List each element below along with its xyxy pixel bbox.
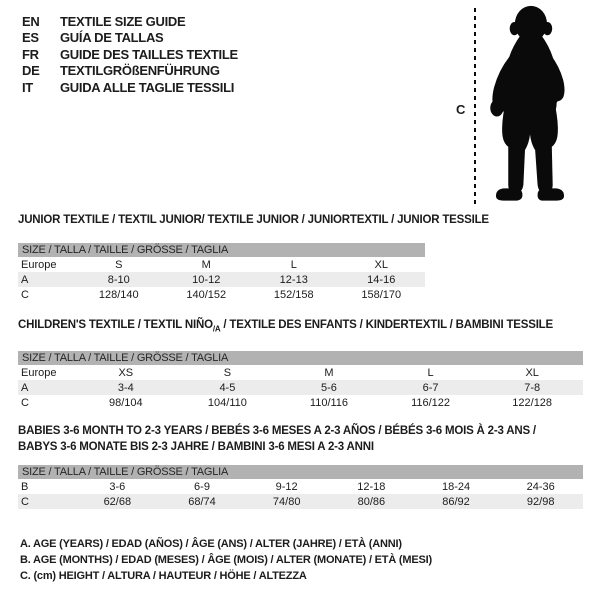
table-row <box>18 494 583 509</box>
height-cell: 116/122 <box>411 396 451 409</box>
height-cell: 122/128 <box>512 396 553 409</box>
row-label: A <box>21 381 29 394</box>
age-cell: 10-12 <box>192 273 221 286</box>
legend-footnotes <box>20 536 432 584</box>
guide-title-es: GUÍA DE TALLAS <box>60 30 164 46</box>
toddler-silhouette-icon <box>482 4 578 212</box>
age-cell: 4-5 <box>219 381 236 394</box>
height-cell: 158/170 <box>361 288 402 301</box>
size-cell: L <box>290 258 297 271</box>
size-cell: XS <box>118 366 134 379</box>
table-row <box>18 287 425 302</box>
age-cell: 18-24 <box>441 480 471 493</box>
age-cell: 6-7 <box>422 381 439 394</box>
row-label: B <box>21 480 29 493</box>
guide-title-fr: GUIDE DES TAILLES TEXTILE <box>60 46 238 62</box>
size-cell: S <box>115 258 123 271</box>
babies-title-line1: BABIES 3-6 MONTH TO 2-3 YEARS / BEBÉS 3-6 MESES A 2-3 AÑOS / BÉBÉS 3-6 MOIS À 2-3 ANS / <box>18 425 536 437</box>
size-cell: M <box>324 366 334 379</box>
row-label: C <box>21 288 29 301</box>
language-header <box>22 13 238 96</box>
language-code: EN <box>22 13 40 29</box>
footnote-age-months: B. AGE (MONTHS) / EDAD (MESES) / ÂGE (MOIS) / ALTER (MONATE) / ETÀ (MESI) <box>20 554 432 566</box>
row-label: C <box>21 495 29 508</box>
language-row-es <box>22 30 238 47</box>
age-cell: 9-12 <box>275 480 298 493</box>
height-cell: 152/158 <box>273 288 314 301</box>
language-code: IT <box>22 79 33 95</box>
footnote-height: C. (cm) HEIGHT / ALTURA / HAUTEUR / HÖHE / ALTEZZA <box>20 570 307 582</box>
children-textile-table <box>18 318 583 410</box>
junior-textile-table <box>18 213 489 302</box>
table-row <box>18 479 583 494</box>
size-header-band: SIZE / TALLA / TAILLE / GRÖSSE / TAGLIA <box>18 351 583 365</box>
height-cell: 110/116 <box>309 396 349 409</box>
height-cell: 92/98 <box>526 495 555 508</box>
height-cell: 140/152 <box>186 288 227 301</box>
height-cell: 86/92 <box>442 495 470 508</box>
height-cell: 80/86 <box>357 495 386 508</box>
size-cell: S <box>223 366 232 379</box>
babies-textile-table <box>18 423 583 509</box>
babies-table-title <box>18 423 583 455</box>
height-measure-figure <box>450 2 590 214</box>
children-title-sub: /A <box>212 324 221 334</box>
age-cell: 5-6 <box>321 381 337 394</box>
table-row <box>18 257 425 272</box>
age-cell: 3-6 <box>109 480 126 493</box>
table-row <box>18 395 583 410</box>
height-cell: 98/104 <box>108 396 143 409</box>
age-cell: 14-16 <box>367 273 396 286</box>
size-cell: XL <box>525 366 539 379</box>
size-header-band: SIZE / TALLA / TAILLE / GRÖSSE / TAGLIA <box>18 243 425 257</box>
junior-table-title: JUNIOR TEXTILE / TEXTIL JUNIOR/ TEXTILE JUNIOR / JUNIORTEXTIL / JUNIOR TESSILE <box>18 214 489 226</box>
language-code: ES <box>22 30 39 46</box>
height-cell: 128/140 <box>98 288 139 301</box>
language-code: FR <box>22 46 39 62</box>
table-row <box>18 380 583 395</box>
guide-title-en: TEXTILE SIZE GUIDE <box>60 13 186 29</box>
age-cell: 6-9 <box>194 480 210 493</box>
language-row-fr <box>22 46 238 63</box>
height-cell: 74/80 <box>272 495 301 508</box>
babies-title-line2: BABYS 3-6 MONATE BIS 2-3 JAHRE / BAMBINI 3-6 MESI A 2-3 ANNI <box>18 441 374 453</box>
table-row <box>18 365 583 380</box>
height-cell: 68/74 <box>188 495 216 508</box>
guide-title-de: TEXTILGRÖßENFÜHRUNG <box>60 63 220 79</box>
height-dashed-line <box>474 8 476 208</box>
children-title-pre: CHILDREN'S TEXTILE / TEXTIL NIÑO <box>18 319 213 331</box>
height-cell: 62/68 <box>103 495 132 508</box>
size-header-band: SIZE / TALLA / TAILLE / GRÖSSE / TAGLIA <box>18 465 583 479</box>
age-cell: 7-8 <box>524 381 541 394</box>
row-label: Europe <box>21 366 57 379</box>
height-cell: 104/110 <box>207 396 247 409</box>
language-row-de <box>22 63 238 80</box>
table-row <box>18 272 425 287</box>
guide-title-it: GUIDA ALLE TAGLIE TESSILI <box>60 79 235 95</box>
size-cell: M <box>201 258 211 271</box>
row-label: C <box>21 396 29 409</box>
age-cell: 24-36 <box>526 480 555 493</box>
children-title-post: / TEXTILE DES ENFANTS / KINDERTEXTIL / BAMBINI TESSILE <box>220 319 553 331</box>
row-label: A <box>21 273 29 286</box>
age-cell: 12-18 <box>357 480 386 493</box>
age-cell: 3-4 <box>117 381 134 394</box>
language-row-en <box>22 13 238 30</box>
footnote-age-years: A. AGE (YEARS) / EDAD (AÑOS) / ÂGE (ANS) / ALTER (JAHRE) / ETÀ (ANNI) <box>20 538 402 550</box>
language-row-it <box>22 79 238 96</box>
height-measure-label: C <box>456 102 466 117</box>
size-cell: XL <box>374 258 388 271</box>
age-cell: 12-13 <box>279 273 308 286</box>
size-cell: L <box>427 366 434 379</box>
children-table-title <box>18 318 583 336</box>
age-cell: 8-10 <box>107 273 130 286</box>
language-code: DE <box>22 63 40 79</box>
row-label: Europe <box>21 258 57 271</box>
